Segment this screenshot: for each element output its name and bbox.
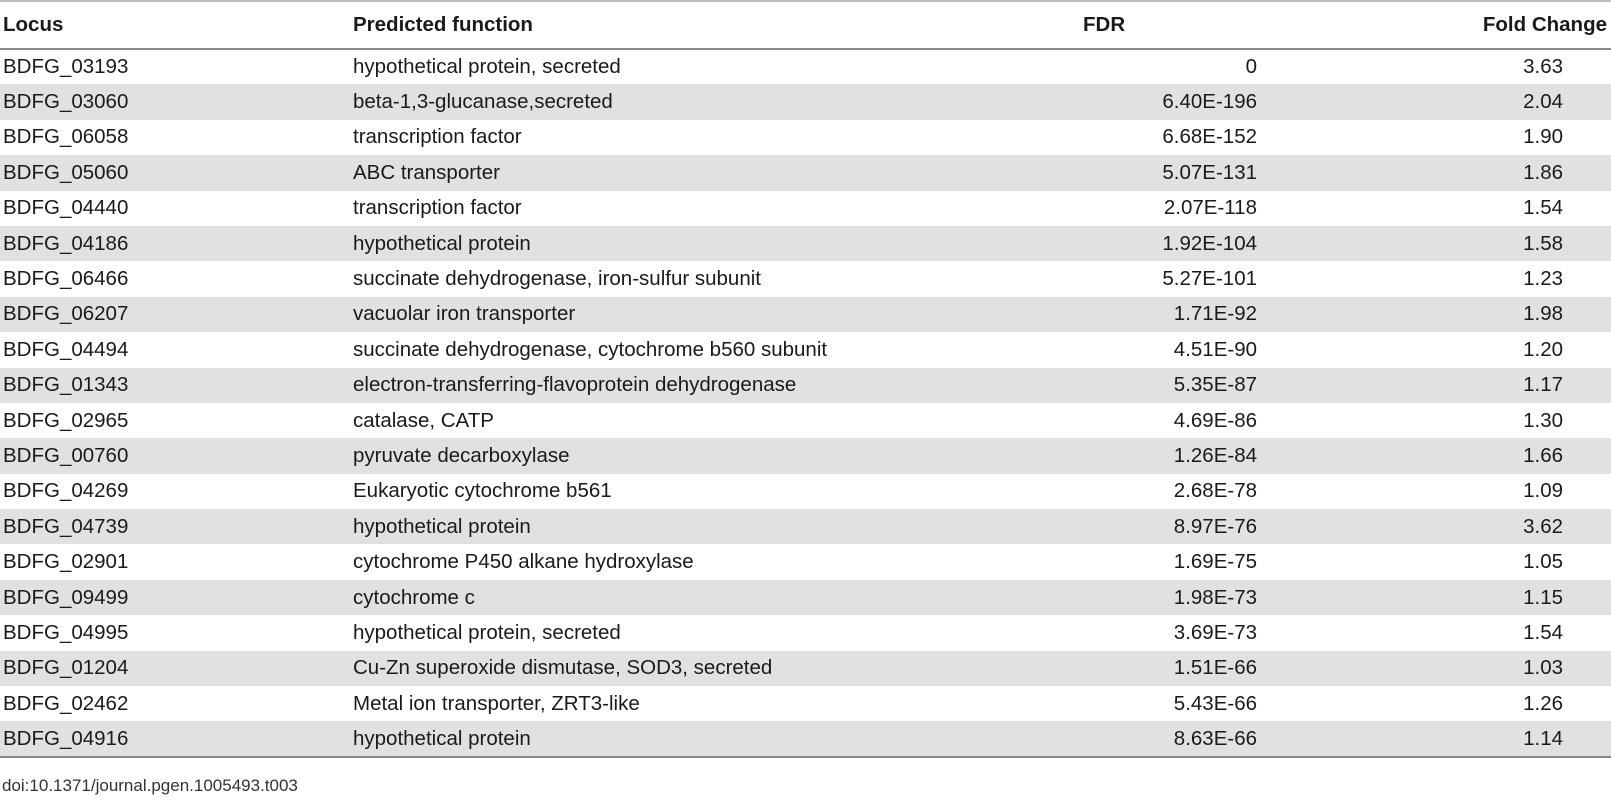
fold-change-cell: 1.86	[1523, 160, 1563, 184]
fold-change-cell: 3.62	[1523, 514, 1563, 538]
locus-cell: BDFG_01343	[3, 373, 129, 397]
fold-change-cell: 2.04	[1523, 90, 1563, 114]
fold-change-cell: 3.63	[1523, 55, 1563, 79]
table-row	[0, 368, 1611, 403]
function-cell: catalase, CATP	[353, 408, 494, 432]
fdr-cell: 2.68E-78	[1173, 479, 1257, 503]
fdr-cell: 6.68E-152	[1162, 125, 1257, 149]
locus-cell: BDFG_04186	[3, 231, 129, 255]
function-cell: hypothetical protein, secreted	[353, 620, 621, 644]
function-cell: hypothetical protein	[353, 231, 531, 255]
fdr-cell: 5.35E-87	[1173, 373, 1257, 397]
function-cell: cytochrome P450 alkane hydroxylase	[353, 550, 694, 574]
locus-cell: BDFG_04269	[3, 479, 129, 503]
header-predicted-function: Predicted function	[353, 13, 533, 36]
table-row	[0, 226, 1611, 261]
function-cell: vacuolar iron transporter	[353, 302, 576, 326]
fdr-cell: 5.07E-131	[1162, 160, 1257, 184]
table-row	[0, 84, 1611, 119]
fold-change-cell: 1.30	[1523, 408, 1563, 432]
table-row	[0, 438, 1611, 473]
fdr-cell: 0	[1245, 55, 1257, 79]
table-row	[0, 474, 1611, 509]
header-fdr: FDR	[1083, 13, 1126, 36]
table-row	[0, 297, 1611, 332]
fdr-cell: 4.51E-90	[1173, 337, 1257, 361]
locus-cell: BDFG_04995	[3, 620, 129, 644]
fdr-cell: 2.07E-118	[1163, 196, 1257, 220]
locus-cell: BDFG_04739	[3, 514, 129, 538]
locus-cell: BDFG_01204	[3, 656, 129, 680]
locus-cell: BDFG_03193	[3, 55, 129, 79]
fold-change-cell: 1.66	[1523, 443, 1563, 467]
table-row	[0, 509, 1611, 544]
function-cell: Metal ion transporter, ZRT3-like	[353, 691, 640, 715]
fold-change-cell: 1.03	[1523, 656, 1563, 680]
table-row	[0, 721, 1611, 756]
locus-cell: BDFG_06466	[3, 267, 129, 291]
table-body	[0, 49, 1611, 757]
header-row	[0, 1, 1611, 49]
fold-change-cell: 1.23	[1523, 267, 1563, 291]
function-cell: cytochrome c	[353, 585, 475, 609]
function-cell: Cu-Zn superoxide dismutase, SOD3, secreted	[353, 656, 773, 680]
function-cell: succinate dehydrogenase, cytochrome b560 subunit	[353, 337, 828, 361]
locus-cell: BDFG_06058	[3, 125, 129, 149]
function-cell: beta-1,3-glucanase,secreted	[353, 90, 613, 114]
function-cell: electron-transferring-flavoprotein dehydrogenase	[353, 373, 797, 397]
fold-change-cell: 1.54	[1523, 620, 1563, 644]
function-cell: transcription factor	[353, 196, 522, 220]
fdr-cell: 1.26E-84	[1173, 443, 1257, 467]
table-row	[0, 120, 1611, 155]
table-row	[0, 332, 1611, 367]
fdr-cell: 8.97E-76	[1173, 514, 1257, 538]
fold-change-cell: 1.20	[1523, 337, 1563, 361]
function-cell: pyruvate decarboxylase	[353, 443, 570, 467]
fold-change-cell: 1.26	[1523, 691, 1563, 715]
fold-change-cell: 1.90	[1523, 125, 1563, 149]
header-locus: Locus	[3, 13, 64, 36]
locus-cell: BDFG_03060	[3, 90, 129, 114]
function-cell: transcription factor	[353, 125, 522, 149]
table-row	[0, 261, 1611, 296]
table-row	[0, 651, 1611, 686]
function-cell: Eukaryotic cytochrome b561	[353, 479, 612, 503]
fold-change-cell: 1.17	[1523, 373, 1563, 397]
header-fold-change: Fold Change	[1482, 13, 1607, 36]
fdr-cell: 5.43E-66	[1173, 691, 1257, 715]
locus-cell: BDFG_09499	[3, 585, 129, 609]
table-header	[0, 1, 1611, 49]
fdr-cell: 6.40E-196	[1162, 90, 1257, 114]
locus-cell: BDFG_04440	[3, 196, 129, 220]
table-row	[0, 403, 1611, 438]
table-row	[0, 49, 1611, 84]
fold-change-cell: 1.05	[1523, 550, 1563, 574]
table-row	[0, 686, 1611, 721]
locus-cell: BDFG_04494	[3, 337, 129, 361]
locus-cell: BDFG_02965	[3, 408, 129, 432]
fdr-cell: 1.71E-92	[1173, 302, 1257, 326]
doi-caption: doi:10.1371/journal.pgen.1005493.t003	[2, 776, 298, 795]
locus-cell: BDFG_05060	[3, 160, 129, 184]
locus-cell: BDFG_00760	[3, 443, 129, 467]
table-row	[0, 580, 1611, 615]
function-cell: ABC transporter	[353, 160, 500, 184]
fold-change-cell: 1.98	[1523, 302, 1563, 326]
fdr-cell: 8.63E-66	[1173, 726, 1257, 750]
locus-cell: BDFG_06207	[3, 302, 129, 326]
locus-cell: BDFG_02901	[3, 550, 129, 574]
fold-change-cell: 1.14	[1523, 726, 1563, 750]
function-cell: hypothetical protein	[353, 726, 531, 750]
function-cell: hypothetical protein	[353, 514, 531, 538]
function-cell: hypothetical protein, secreted	[353, 55, 621, 79]
fold-change-cell: 1.15	[1523, 585, 1563, 609]
fold-change-cell: 1.54	[1523, 196, 1563, 220]
table-row	[0, 155, 1611, 190]
locus-cell: BDFG_04916	[3, 726, 129, 750]
fdr-cell: 1.98E-73	[1173, 585, 1257, 609]
table-row	[0, 544, 1611, 579]
fdr-cell: 3.69E-73	[1173, 620, 1257, 644]
table-row	[0, 615, 1611, 650]
fdr-cell: 1.69E-75	[1173, 550, 1257, 574]
fold-change-cell: 1.58	[1523, 231, 1563, 255]
fdr-cell: 5.27E-101	[1162, 267, 1257, 291]
fold-change-cell: 1.09	[1523, 479, 1563, 503]
table-row	[0, 191, 1611, 226]
fdr-cell: 1.51E-66	[1173, 656, 1257, 680]
function-cell: succinate dehydrogenase, iron-sulfur subunit	[353, 267, 761, 291]
locus-cell: BDFG_02462	[3, 691, 129, 715]
fdr-cell: 1.92E-104	[1162, 231, 1257, 255]
fdr-cell: 4.69E-86	[1173, 408, 1257, 432]
